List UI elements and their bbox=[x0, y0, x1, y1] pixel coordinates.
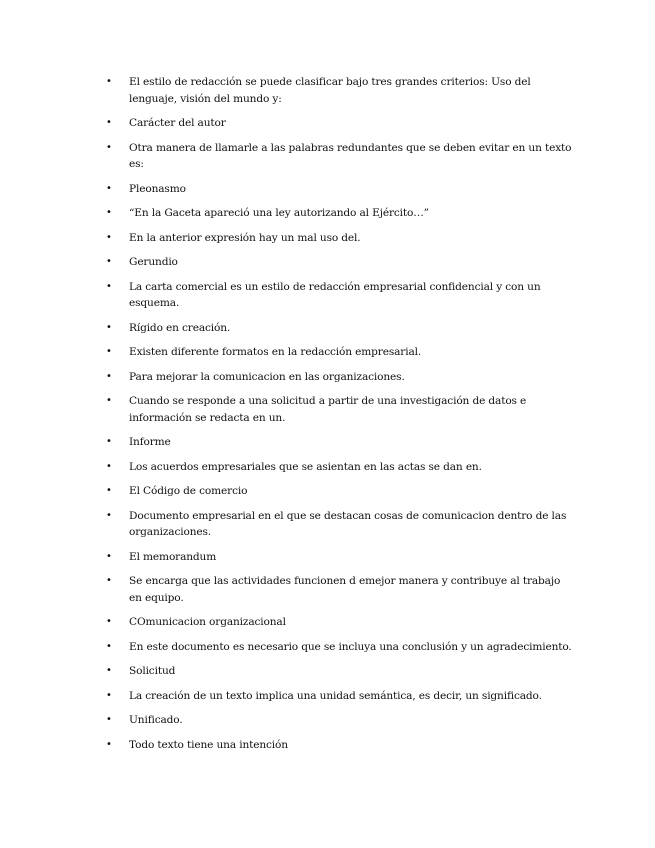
list-item-text: La creación de un texto implica una unidad semántica, es decir, un significado. bbox=[129, 689, 542, 702]
list-item bbox=[106, 549, 576, 566]
bullet-list bbox=[106, 74, 576, 761]
bullet-dot-icon: • bbox=[106, 395, 112, 406]
list-item bbox=[106, 663, 576, 680]
list-item bbox=[106, 688, 576, 705]
bullet-dot-icon: • bbox=[106, 460, 112, 472]
bullet-dot-icon: • bbox=[106, 76, 112, 87]
list-item bbox=[106, 254, 576, 271]
bullet-dot-icon: • bbox=[106, 370, 112, 382]
list-item-text: El estilo de redacción se puede clasificar bajo tres grandes criterios: Uso del lenguaje, visión del mundo y: bbox=[129, 76, 531, 105]
bullet-dot-icon: • bbox=[106, 207, 112, 218]
list-item-text: El memorandum bbox=[129, 550, 217, 563]
list-item bbox=[106, 369, 576, 386]
list-item-text: Pleonasmo bbox=[129, 182, 186, 195]
list-item-text: Existen diferente formatos en la redacción empresarial. bbox=[129, 346, 422, 358]
list-item bbox=[106, 712, 576, 729]
list-item-text: En la anterior expresión hay un mal uso del. bbox=[129, 231, 361, 244]
list-item-text: Se encarga que las actividades funcionen d emejor manera y contribuye al trabajo en equipo. bbox=[129, 575, 561, 604]
list-item-text: Para mejorar la comunicacion en las organizaciones. bbox=[129, 370, 405, 383]
list-item bbox=[106, 140, 576, 173]
bullet-dot-icon: • bbox=[106, 689, 112, 701]
bullet-dot-icon: • bbox=[106, 640, 112, 652]
bullet-dot-icon: • bbox=[106, 550, 112, 562]
list-item-text: La carta comercial es un estilo de redacción empresarial confidencial y con un esquema. bbox=[129, 280, 541, 309]
list-item bbox=[106, 279, 576, 312]
bullet-dot-icon: • bbox=[106, 321, 112, 333]
list-item bbox=[106, 459, 576, 476]
list-item bbox=[106, 639, 576, 656]
list-item bbox=[106, 115, 576, 132]
list-item bbox=[106, 230, 576, 247]
bullet-dot-icon: • bbox=[106, 141, 112, 153]
bullet-dot-icon: • bbox=[106, 117, 112, 128]
list-item-text: Documento empresarial en el que se destacan cosas de comunicacion dentro de las organizaciones. bbox=[129, 509, 567, 538]
list-item-text: Los acuerdos empresariales que se asientan en las actas se dan en. bbox=[129, 460, 482, 473]
bullet-dot-icon: • bbox=[106, 738, 112, 750]
list-item-text: En este documento es necesario que se incluya una conclusión y un agradecimiento. bbox=[129, 640, 572, 653]
list-item-text: Solicitud bbox=[129, 665, 176, 677]
list-item-text: “En la Gaceta apareció una ley autorizando al Ejército…” bbox=[129, 207, 429, 219]
list-item bbox=[106, 434, 576, 451]
list-item-text: Todo texto tiene una intención bbox=[129, 738, 288, 751]
bullet-dot-icon: • bbox=[106, 509, 112, 521]
list-item-text: COmunicacion organizacional bbox=[129, 616, 286, 628]
list-item bbox=[106, 181, 576, 198]
list-item bbox=[106, 393, 576, 426]
bullet-dot-icon: • bbox=[106, 436, 112, 447]
list-item bbox=[106, 320, 576, 337]
bullet-dot-icon: • bbox=[106, 665, 112, 676]
bullet-dot-icon: • bbox=[106, 616, 112, 627]
bullet-dot-icon: • bbox=[106, 280, 112, 292]
list-item-text: Informe bbox=[129, 436, 171, 448]
list-item bbox=[106, 614, 576, 631]
list-item bbox=[106, 74, 576, 107]
list-item bbox=[106, 205, 576, 222]
list-item-text: Unificado. bbox=[129, 714, 183, 726]
bullet-dot-icon: • bbox=[106, 714, 112, 725]
list-item-text: El Código de comercio bbox=[129, 485, 248, 497]
list-item bbox=[106, 573, 576, 606]
list-item-text: Otra manera de llamarle a las palabras redundantes que se deben evitar en un texto es: bbox=[129, 141, 572, 170]
list-item bbox=[106, 737, 576, 754]
bullet-dot-icon: • bbox=[106, 256, 112, 267]
list-item-text: Cuando se responde a una solicitud a partir de una investigación de datos e información se redacta en un. bbox=[129, 395, 527, 424]
list-item bbox=[106, 344, 576, 361]
list-item-text: Carácter del autor bbox=[129, 117, 226, 129]
bullet-dot-icon: • bbox=[106, 182, 112, 194]
bullet-dot-icon: • bbox=[106, 575, 112, 586]
bullet-dot-icon: • bbox=[106, 346, 112, 357]
list-item bbox=[106, 508, 576, 541]
bullet-dot-icon: • bbox=[106, 485, 112, 496]
list-item bbox=[106, 483, 576, 500]
list-item-text: Gerundio bbox=[129, 256, 178, 268]
bullet-dot-icon: • bbox=[106, 231, 112, 243]
list-item-text: Rígido en creación. bbox=[129, 321, 231, 334]
